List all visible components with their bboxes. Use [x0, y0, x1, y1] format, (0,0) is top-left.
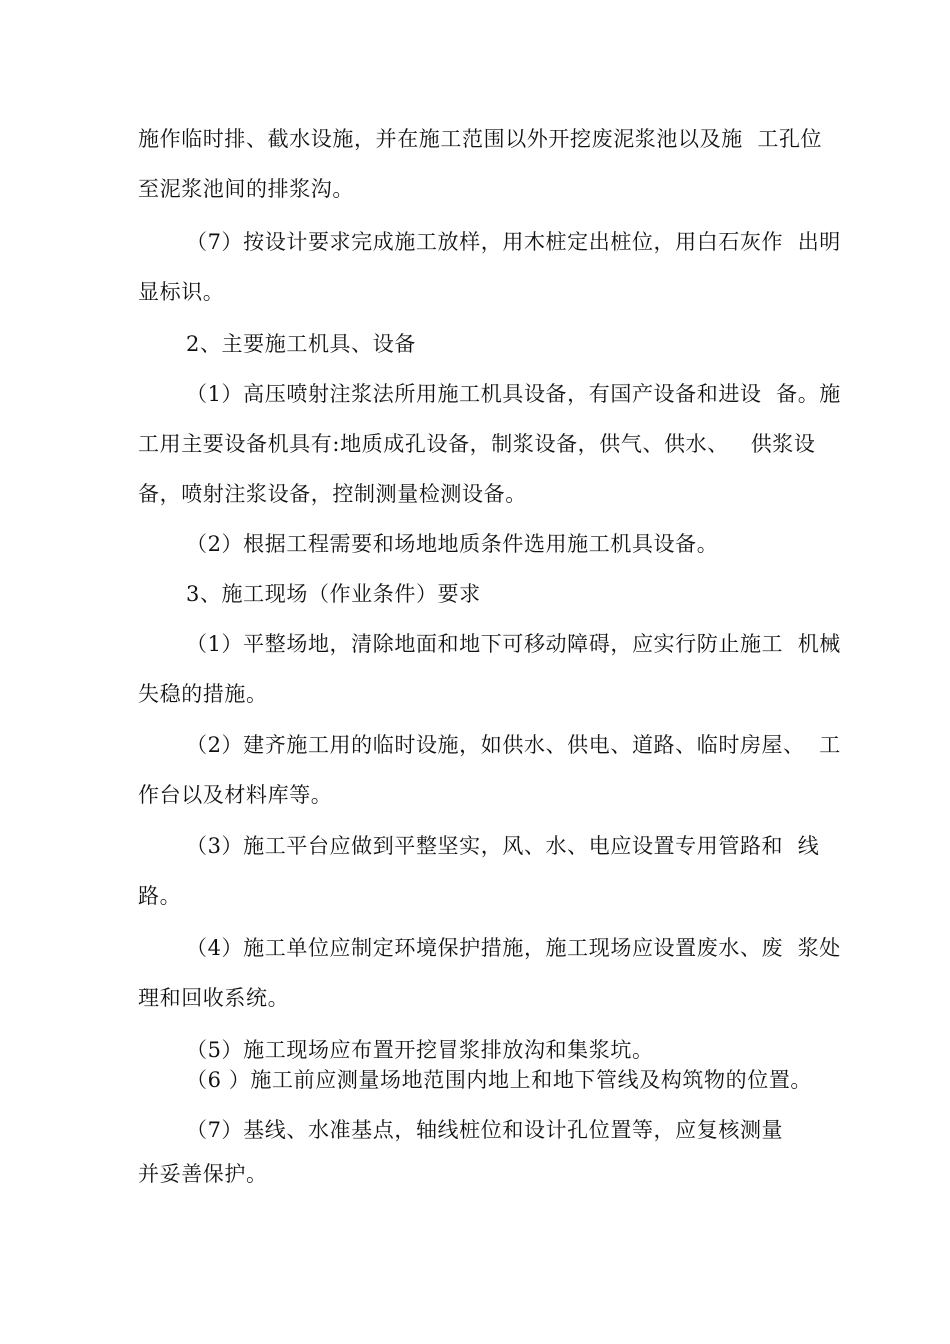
- paragraph-line-14: 路。: [138, 884, 182, 908]
- paragraph-line-9: （1）平整场地，清除地面和地下可移动障碍，应实行防止施工 机械: [186, 632, 841, 656]
- paragraph-line-1: 施作临时排、截水设施，并在施工范围以外开挖废泥浆池以及施 工孔位: [138, 127, 823, 151]
- section-heading-3: 3、施工现场（作业条件）要求: [186, 582, 481, 606]
- paragraph-line-17: （5）施工现场应布置开挖冒浆排放沟和集浆坑。: [186, 1038, 654, 1062]
- section-heading-2: 2、主要施工机具、设备: [186, 332, 416, 356]
- paragraph-line-12: 作台以及材料库等。: [138, 783, 333, 807]
- paragraph-line-13: （3）施工平台应做到平整坚实，风、水、电应设置专用管路和 线: [186, 834, 820, 858]
- paragraph-line-6: 工用主要设备机具有:地质成孔设备，制浆设备，供气、供水、 供浆设: [138, 432, 816, 456]
- paragraph-line-20: 并妥善保护。: [138, 1162, 268, 1186]
- paragraph-line-3: （7）按设计要求完成施工放样，用木桩定出桩位，用白石灰作 出明: [186, 230, 841, 254]
- paragraph-line-7: 备，喷射注浆设备，控制测量检测设备。: [138, 482, 527, 506]
- paragraph-line-19: （7）基线、水准基点，轴线桩位和设计孔位置等，应复核测量: [186, 1118, 784, 1142]
- paragraph-line-16: 理和回收系统。: [138, 986, 290, 1010]
- paragraph-line-2: 至泥浆池间的排浆沟。: [138, 177, 354, 201]
- paragraph-line-15: （4）施工单位应制定环境保护措施，施工现场应设置废水、废 浆处: [186, 936, 841, 960]
- paragraph-line-11: （2）建齐施工用的临时设施，如供水、供电、道路、临时房屋、 工: [186, 733, 841, 757]
- paragraph-line-5: （1）高压喷射注浆法所用施工机具设备，有国产设备和进设 备。施: [186, 382, 841, 406]
- paragraph-line-8: （2）根据工程需要和场地地质条件选用施工机具设备。: [186, 532, 719, 556]
- paragraph-line-4: 显标识。: [138, 280, 225, 304]
- paragraph-line-18: （6 ）施工前应测量场地范围内地上和地下管线及构筑物的位置。: [186, 1068, 813, 1092]
- paragraph-line-10: 失稳的措施。: [138, 682, 268, 706]
